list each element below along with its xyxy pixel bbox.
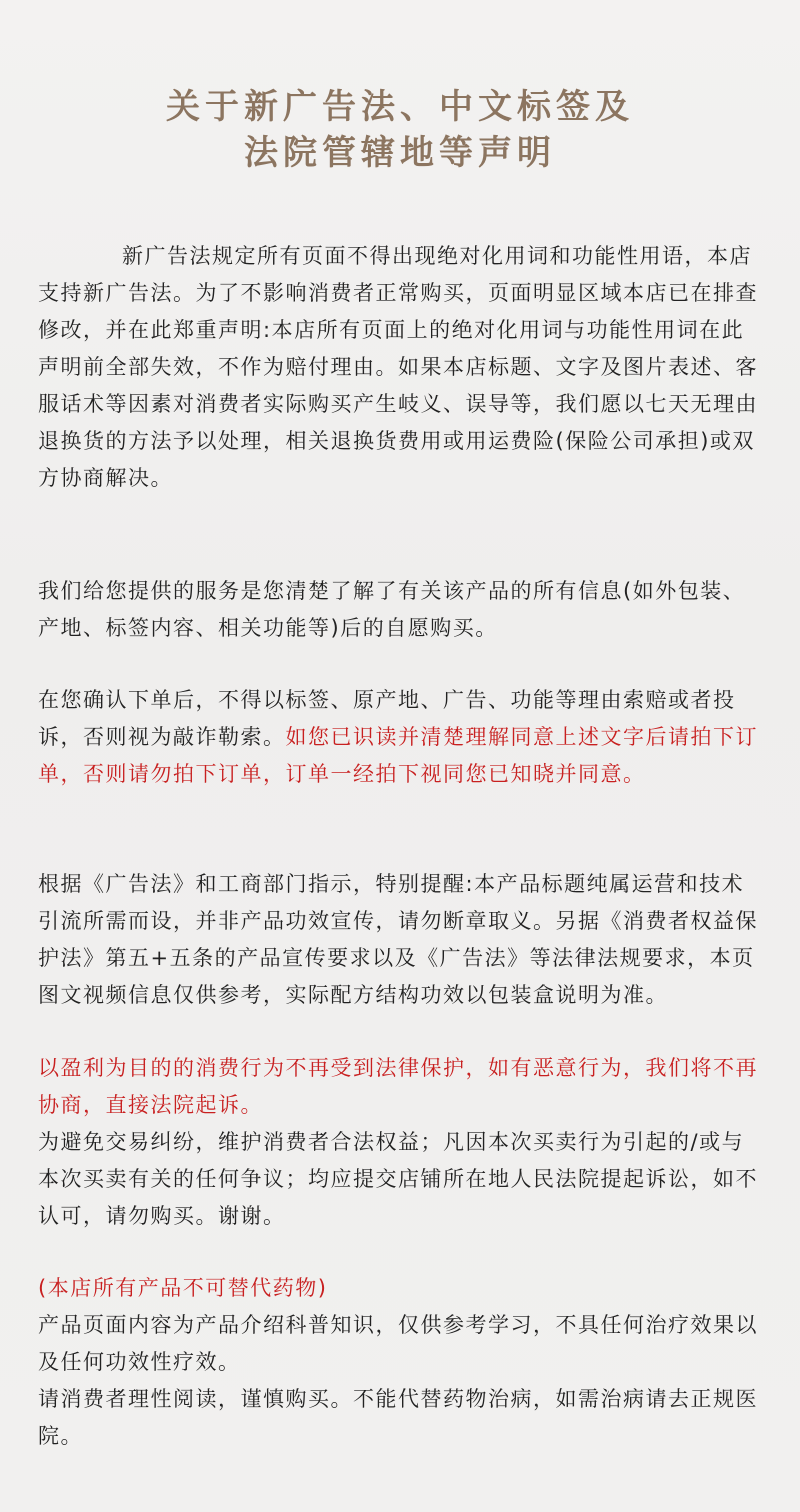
medicine-disclaimer-heading: (本店所有产品不可替代药物) [38,1276,328,1300]
paragraph-rational-purchase: 请消费者理性阅读，谨慎购买。不能代替药物治病，如需治病请去正规医院。 [38,1387,758,1448]
page-title-line-2: 法院管辖地等声明 [244,133,556,173]
paragraph-service-info: 我们给您提供的服务是您清楚了解了有关该产品的所有信息(如外包装、产地、标签内容、相关功能等)后的自愿购买。 [38,579,746,640]
order-confirmation-text: 在您确认下单后，不得以标签、原产地、广告、功能等理由索赔或者投诉，否则视为敲诈勒索。 [38,688,736,749]
paragraph-product-content: 产品页面内容为产品介绍科普知识，仅供参考学习，不具任何治疗效果以及任何功效性疗效。 [38,1313,758,1374]
paragraph-advertising-law-notice: 根据《广告法》和工商部门指示，特别提醒:本产品标题纯属运营和技术引流所需而设，并非产品功效宣传，请勿断章取义。另据《消费者权益保护法》第五+五条的产品宣传要求以及《广告法》等法律法规要求，本页图文视频信息仅供参考，实际配方结构功效以包装盒说明为准。 [38,872,758,1007]
paragraph-dispute-jurisdiction: 为避免交易纠纷，维护消费者合法权益；凡因本次买卖行为引起的/或与本次买卖有关的任何争议；均应提交店铺所在地人民法院提起诉讼，如不认可，请勿购买。谢谢。 [38,1130,758,1228]
paragraph-legal-warning: 以盈利为目的的消费行为不再受到法律保护，如有恶意行为，我们将不再协商，直接法院起诉。 [38,1056,758,1117]
paragraph-advertising-law: 新广告法规定所有页面不得出现绝对化用词和功能性用语，本店支持新广告法。为了不影响消费者正常购买，页面明显区域本店已在排查修改，并在此郑重声明:本店所有页面上的绝对化用词与功能性用词在此声明前全部失效，不作为赔付理由。如果本店标题、文字及图片表述、客服话术等因素对消费者实际购买产生岐义、误导等，我们愿以七天无理由退换货的方法予以处理，相关退换货费用或用运费险(保险公司承担)或双方协商解决。 [38,244,758,490]
paragraph-order-confirmation [38,682,763,793]
order-confirmation-warning: 如您已识读并清楚理解同意上述文字后请拍下订单，否则请勿拍下订单，订单一经拍下视同您已知晓并同意。 [38,725,758,786]
page-title-line-1: 关于新广告法、中文标签及 [166,87,634,127]
